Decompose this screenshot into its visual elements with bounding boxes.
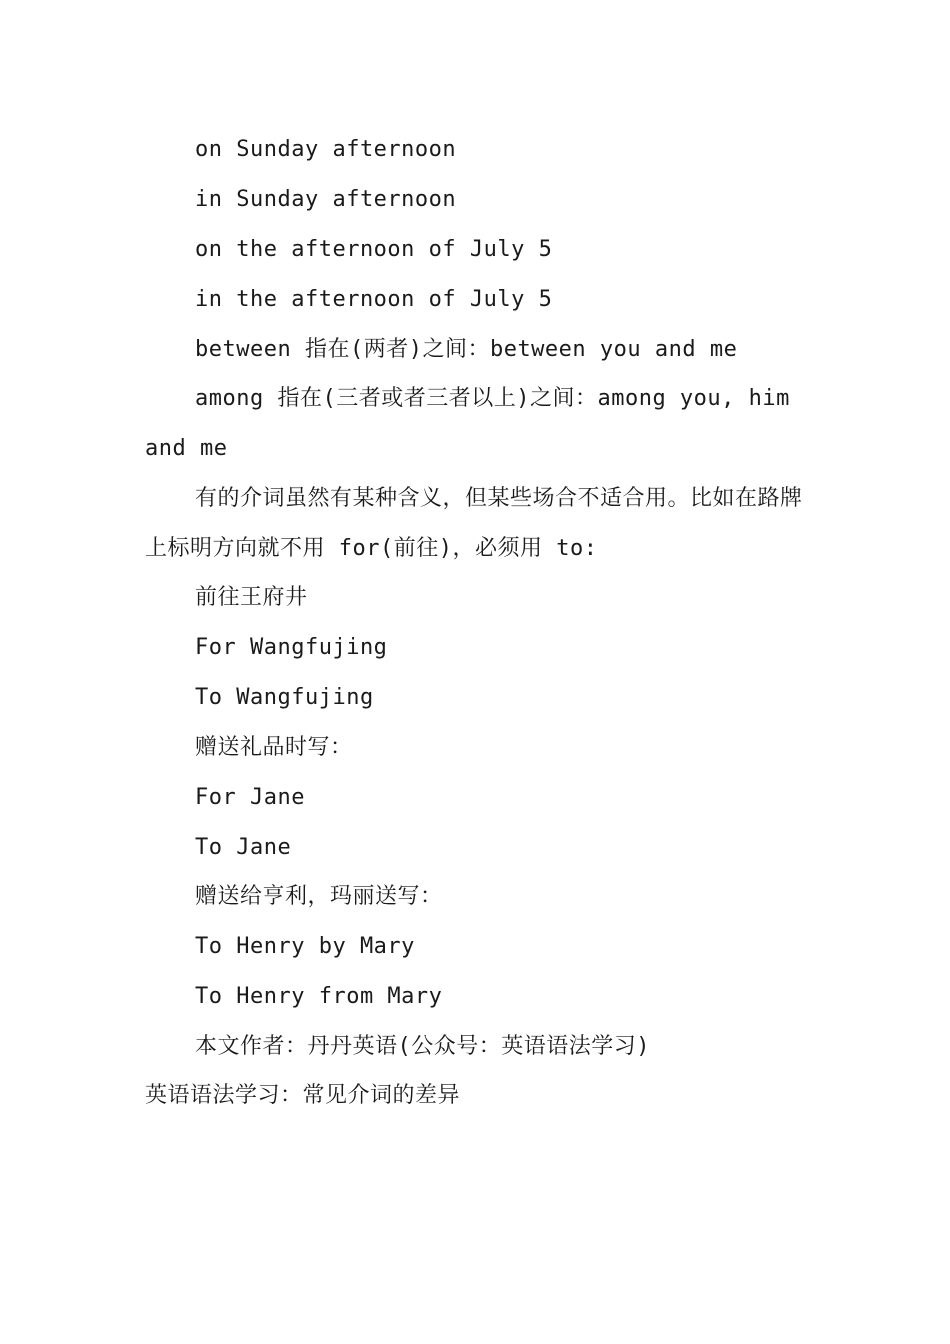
text-line-11: 赠送礼品时写：	[195, 735, 353, 760]
text-line-13: To Jane	[195, 835, 292, 860]
text-line-15: To Henry by Mary	[195, 934, 415, 959]
text-line-3: on the afternoon of July 5	[195, 237, 553, 262]
text-line-8: 前往王府井	[195, 585, 308, 610]
text-line-1: on Sunday afternoon	[195, 137, 457, 162]
paragraph-among: among 指在(三者或者三者以上)之间：among you, him and me	[145, 386, 790, 461]
text-line-16: To Henry from Mary	[195, 984, 443, 1009]
text-line-5: between 指在(两者)之间：between you and me	[195, 337, 738, 362]
article-title-footer: 英语语法学习：常见介词的差异	[145, 1083, 461, 1108]
text-line-2: in Sunday afternoon	[195, 187, 457, 212]
text-line-4: in the afternoon of July 5	[195, 287, 553, 312]
paragraph-note: 有的介词虽然有某种含义，但某些场合不适合用。比如在路牌上标明方向就不用 for(前往)，必须用 to:	[145, 486, 803, 561]
text-line-10: To Wangfujing	[195, 685, 374, 710]
text-line-9: For Wangfujing	[195, 635, 388, 660]
text-line-12: For Jane	[195, 785, 305, 810]
author-line: 本文作者：丹丹英语(公众号：英语语法学习)	[195, 1034, 650, 1059]
text-line-14: 赠送给亨利，玛丽送写：	[195, 884, 443, 909]
